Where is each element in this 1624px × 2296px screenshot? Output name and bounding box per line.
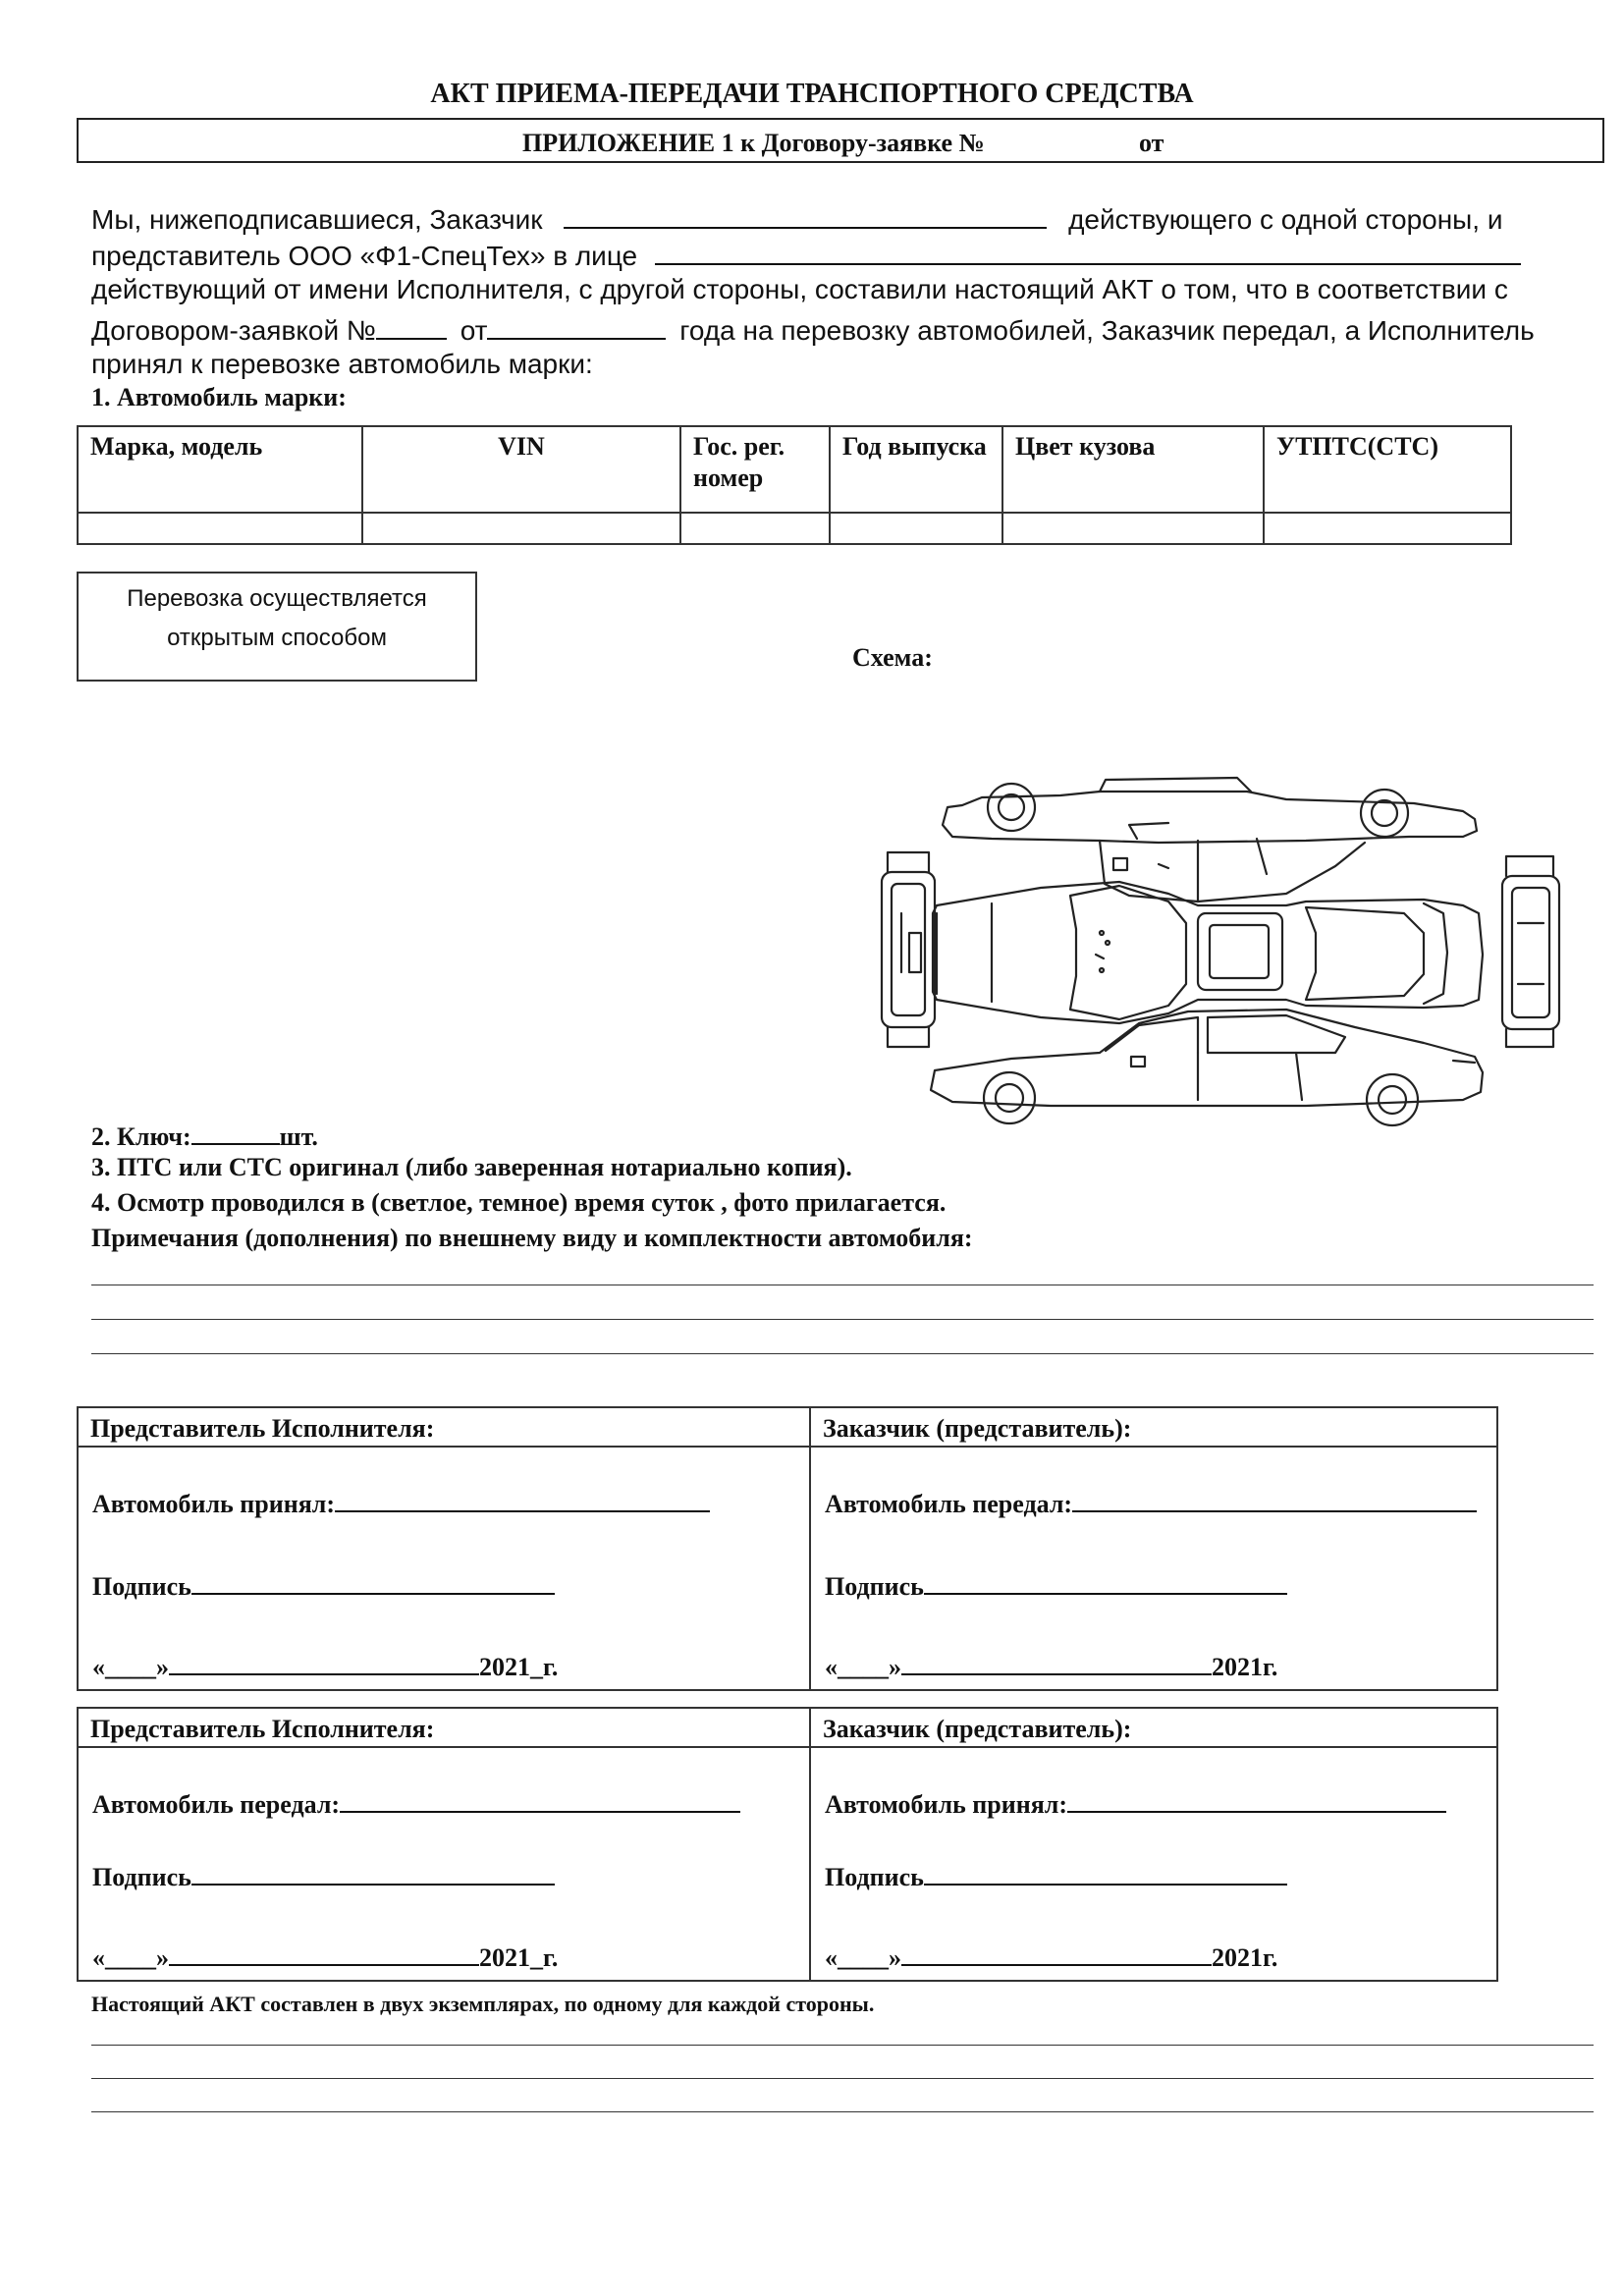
intro-line-4-a: Договором-заявкой № [91, 315, 376, 346]
block1-left-date: «____» [92, 1653, 169, 1681]
intro-line-2-text: представитель ООО «Ф1-СпецТех» в лице [91, 241, 638, 271]
block2-right-date-row [825, 1941, 1277, 1973]
intro-line-4-c: года на перевозку автомобилей, Заказчик передал, а Исполнитель [679, 315, 1535, 346]
block1-right-action-row [825, 1487, 1477, 1519]
transport-method-line-2: открытым способом [167, 625, 387, 651]
block2-left-signature-field[interactable] [191, 1860, 555, 1886]
block1-right-signature-field[interactable] [924, 1569, 1287, 1595]
block2-right-cell [810, 1747, 1497, 1981]
footer-line-3[interactable] [91, 2111, 1594, 2112]
block1-left-year: 2021_г. [479, 1653, 559, 1681]
block2-right-heading: Заказчик (представитель): [810, 1708, 1497, 1747]
block1-left-heading: Представитель Исполнителя: [78, 1407, 810, 1447]
block2-left-signature-row [92, 1860, 555, 1892]
block1-left-action-row [92, 1487, 710, 1519]
block2-left-date-field[interactable] [169, 1941, 479, 1966]
document-title: АКТ ПРИЕМА-ПЕРЕДАЧИ ТРАНСПОРТНОГО СРЕДСТВА [430, 79, 1194, 109]
block1-left-cell [78, 1447, 810, 1690]
block2-left-heading: Представитель Исполнителя: [78, 1708, 810, 1747]
car-side-view-bottom [931, 1010, 1483, 1125]
block2-right-action-label: Автомобиль принял: [825, 1790, 1067, 1819]
block1-left-signature-field[interactable] [191, 1569, 555, 1595]
block2-right-signature-row [825, 1860, 1287, 1892]
signature-block-1-body [78, 1447, 1497, 1690]
block2-left-year: 2021_г. [479, 1943, 559, 1972]
vehicle-table-row [78, 513, 1511, 544]
block2-left-date-row [92, 1941, 558, 1973]
item-keys [91, 1118, 318, 1152]
block2-left-action-field[interactable] [340, 1787, 740, 1813]
block1-right-action-label: Автомобиль передал: [825, 1490, 1073, 1518]
block2-left-date: «____» [92, 1943, 169, 1972]
cell-reg-number[interactable] [680, 513, 830, 544]
signature-block-2 [77, 1707, 1498, 1982]
signature-block-1 [77, 1406, 1498, 1691]
block2-right-action-field[interactable] [1067, 1787, 1446, 1813]
intro-line-1-b: действующего с одной стороны, и [1068, 204, 1503, 235]
customer-name-field[interactable] [564, 199, 1047, 229]
intro-line-1-a: Мы, нижеподписавшиеся, Заказчик [91, 204, 543, 235]
notes-line-3[interactable] [91, 1353, 1594, 1354]
block2-right-signature-label: Подпись [825, 1863, 924, 1891]
block2-right-year: 2021г. [1212, 1943, 1278, 1972]
vehicle-table [77, 425, 1512, 545]
block2-left-signature-label: Подпись [92, 1863, 191, 1891]
item-pts: 3. ПТС или СТС оригинал (либо заверенная нотариально копия). [91, 1153, 852, 1181]
block1-right-signature-row [825, 1569, 1287, 1602]
block1-left-date-row [92, 1650, 558, 1682]
block1-right-action-field[interactable] [1072, 1487, 1477, 1512]
header-vin: VIN [362, 426, 680, 513]
block2-right-action-row [825, 1787, 1446, 1820]
footer-line-2[interactable] [91, 2078, 1594, 2079]
block1-left-date-field[interactable] [169, 1650, 479, 1675]
header-make-model: Марка, модель [78, 426, 362, 513]
footer-note: Настоящий АКТ составлен в двух экземплярах, по одному для каждой стороны. [91, 1992, 875, 2016]
section-1-heading: 1. Автомобиль марки: [91, 383, 347, 411]
contract-date-field[interactable] [487, 310, 666, 340]
intro-line-3: действующий от имени Исполнителя, с другой стороны, составили настоящий АКТ о том, что в соответствии с [91, 274, 1508, 304]
header-registration-doc: УТПТС(СТС) [1264, 426, 1511, 513]
footer-line-1[interactable] [91, 2045, 1594, 2046]
appendix-header-box [77, 118, 1604, 163]
block1-right-date: «____» [825, 1653, 901, 1681]
intro-line-2 [91, 236, 1603, 274]
signature-block-2-body [78, 1747, 1497, 1981]
car-damage-diagram [874, 766, 1581, 1149]
cell-registration-doc[interactable] [1264, 513, 1511, 544]
appendix-from-label: от [1139, 129, 1164, 157]
signature-block-1-header [78, 1407, 1497, 1447]
transport-method-box [77, 572, 477, 682]
item-inspection: 4. Осмотр проводился в (светлое, темное) время суток , фото прилагается. [91, 1188, 947, 1217]
header-reg-number: Гос. рег. номер [680, 426, 830, 513]
cell-vin[interactable] [362, 513, 680, 544]
block1-right-year: 2021г. [1212, 1653, 1278, 1681]
vehicle-table-header-row [78, 426, 1511, 513]
block2-right-signature-field[interactable] [924, 1860, 1287, 1886]
item-keys-unit: шт. [279, 1122, 318, 1151]
block2-right-date-field[interactable] [901, 1941, 1212, 1966]
car-rear-view [1502, 856, 1559, 1047]
block1-right-date-field[interactable] [901, 1650, 1212, 1675]
item-keys-label: 2. Ключ: [91, 1122, 191, 1151]
block2-right-date: «____» [825, 1943, 901, 1972]
intro-line-4 [91, 310, 1603, 349]
signature-block-2-header [78, 1708, 1497, 1747]
notes-line-2[interactable] [91, 1319, 1594, 1320]
intro-line-1 [91, 199, 1603, 238]
scheme-label: Схема: [852, 643, 933, 672]
intro-line-4-b: от [460, 315, 488, 346]
intro-line-5: принял к перевозке автомобиль марки: [91, 349, 593, 379]
transport-method-line-1: Перевозка осуществляется [127, 585, 427, 612]
cell-year[interactable] [830, 513, 1002, 544]
car-front-view [882, 852, 935, 1047]
block1-right-cell [810, 1447, 1497, 1690]
block1-right-heading: Заказчик (представитель): [810, 1407, 1497, 1447]
contract-number-field[interactable] [376, 310, 447, 340]
block1-right-date-row [825, 1650, 1277, 1682]
car-top-view [933, 882, 1483, 1023]
block2-left-action-row [92, 1787, 740, 1820]
cell-make-model[interactable] [78, 513, 362, 544]
block1-left-signature-label: Подпись [92, 1572, 191, 1601]
block1-left-signature-row [92, 1569, 555, 1602]
header-year: Год выпуска [830, 426, 1002, 513]
notes-heading: Примечания (дополнения) по внешнему виду и комплектности автомобиля: [91, 1224, 973, 1252]
keys-count-field[interactable] [191, 1118, 280, 1145]
block1-left-action-label: Автомобиль принял: [92, 1490, 335, 1518]
block1-right-signature-label: Подпись [825, 1572, 924, 1601]
header-body-color: Цвет кузова [1002, 426, 1264, 513]
block2-left-cell [78, 1747, 810, 1981]
cell-body-color[interactable] [1002, 513, 1264, 544]
car-side-view-top [943, 778, 1477, 902]
representative-name-field[interactable] [655, 236, 1521, 265]
block1-left-action-field[interactable] [335, 1487, 710, 1512]
block2-left-action-label: Автомобиль передал: [92, 1790, 341, 1819]
appendix-text: ПРИЛОЖЕНИЕ 1 к Договору-заявке № [522, 129, 985, 157]
